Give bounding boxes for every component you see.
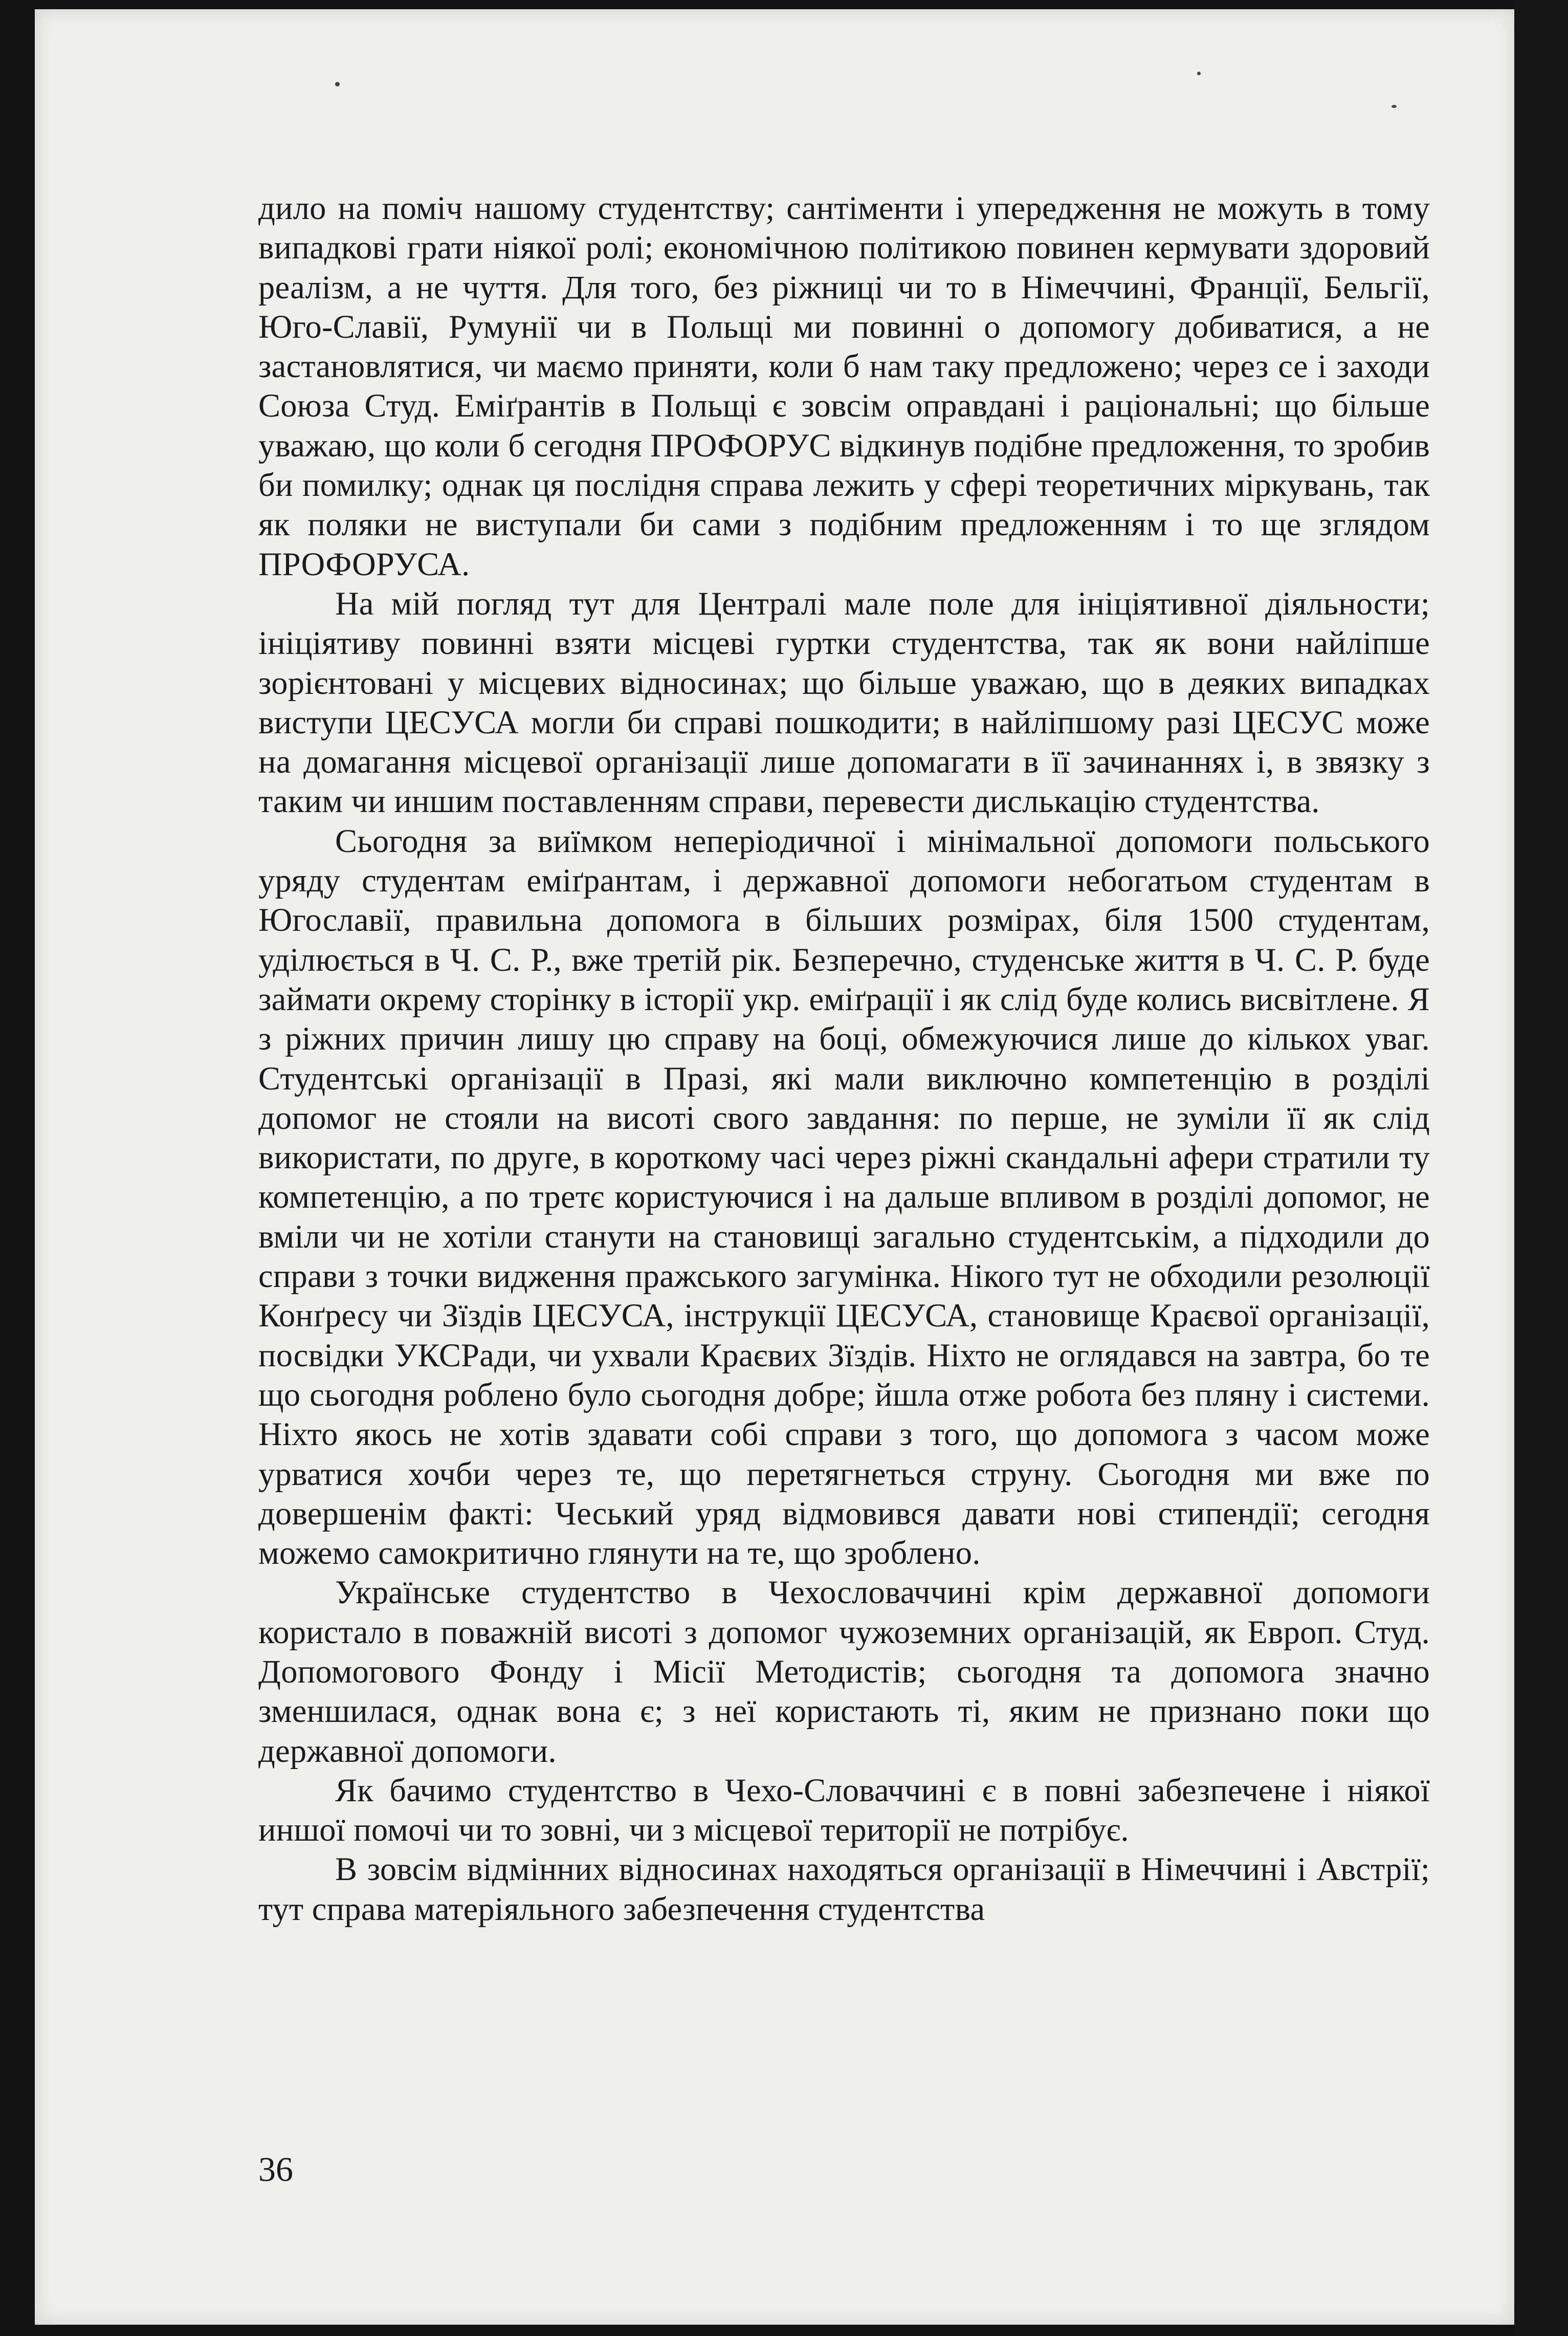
paragraph: дило на поміч нашому студентству; сантіменти і упередження не можуть в тому випадкові грати ніякої ролі; економічною політикою повинен кермувати здоровий реалізм, а не чуття. Для того, без ріжниці чи то в Німеччині, Франції, Бельгії, Юго-Славії, Румунії чи в Польщі ми повинні о допомогу добиватися, а не застановлятися, чи маємо приняти, коли б нам таку предложено; через се і заходи Союза Студ. Еміґрантів в Польщі є зовсім оправдані і раціональні; що більше уважаю, що коли б сегодня ПРОФОРУС відкинув подібне предложення, то зробив би помилку; однак ця послідня справа лежить у сфері теоретичних міркувань, так як поляки не виступали би сами з подібним предложенням і то ще зглядом ПРОФОРУСА. — [258, 190, 1430, 582]
paragraph: На мій погляд тут для Централі мале поле для ініціятивної діяльности; ініціятиву повинні взяти місцеві гуртки студентства, так як вони найліпше зорієнтовані у місцевих відносинах; що більше уважаю, що в деяких випадках виступи ЦЕСУСА могли би справі пошкодити; в найліпшому разі ЦЕСУС може на домагання місцевої організації лише допомагати в її зачинаннях і, в звязку з таким чи иншим поставленням справи, перевести дислькацію студентства. — [258, 585, 1430, 820]
dust-speck — [1392, 105, 1397, 108]
body-text — [258, 188, 1430, 1929]
paragraph: Як бачимо студентство в Чехо-Словаччині є в повні забезпечене і ніякої иншої помочі чи то зовні, чи з місцевої території не потрібує. — [258, 1772, 1430, 1848]
scan-edge — [1514, 0, 1568, 2336]
dust-speck — [1197, 72, 1201, 75]
paragraph: Українське студентство в Чехословаччині крім державної допомоги користало в поважній висоті з допомог чужоземних організацій, як Европ. Студ. Допомогового Фонду і Місії Методистів; сьогодня та допомога значно зменшилася, однак вона є; з неї користають ті, яким не признано поки що державної допомоги. — [258, 1574, 1430, 1769]
page-number: 36 — [258, 2150, 293, 2189]
paragraph: Сьогодня за виїмком неперіодичної і мінімальної допомоги польського уряду студентам еміґрантам, і державної допомоги небогатьом студентам в Югославії, правильна допомога в більших розмірах, біля 1500 студентам, уділюється в Ч. С. Р., вже третій рік. Безперечно, студенське життя в Ч. С. Р. буде займати окрему сторінку в історії укр. еміґрації і як слід буде колись висвітлене. Я з ріжних причин лишу цю справу на боці, обмежуючися лише до кількох уваг. Студентські організації в Празі, які мали виключно компетенцію в розділі допомог не стояли на висоті свого завдання: по перше, не зуміли її як слід використати, по друге, в короткому часі через ріжні скандальні афери стратили ту компетенцію, а по третє користуючися і на дальше впливом в розділі допомог, не вміли чи не хотіли станути на становищі загально студентськім, а підходили до справи з точки видження пражського загумінка. Нікого тут не обходили резолюції Конґресу чи Зїздів ЦЕСУСА, інструкції ЦЕСУСА, становище Краєвої організації, посвідки УКСРади, чи ухвали Краєвих Зїздів. Ніхто не оглядався на завтра, бо те що сьогодня роблено було сьогодня добре; йшла отже робота без пляну і системи. Ніхто якось не хотів здавати собі справи з того, що допомога з часом може урватися хочби через те, що перетягнеться струну. Сьогодня ми вже по довершенім факті: Чеський уряд відмовився давати нові стипендії; сегодня можемо самокритично глянути на те, що зроблено. — [258, 822, 1430, 1571]
paragraph: В зовсім відмінних відносинах находяться організації в Німеччині і Австрії; тут справа матеріяльного забезпечення студентства — [258, 1851, 1430, 1927]
dust-speck — [335, 82, 340, 86]
